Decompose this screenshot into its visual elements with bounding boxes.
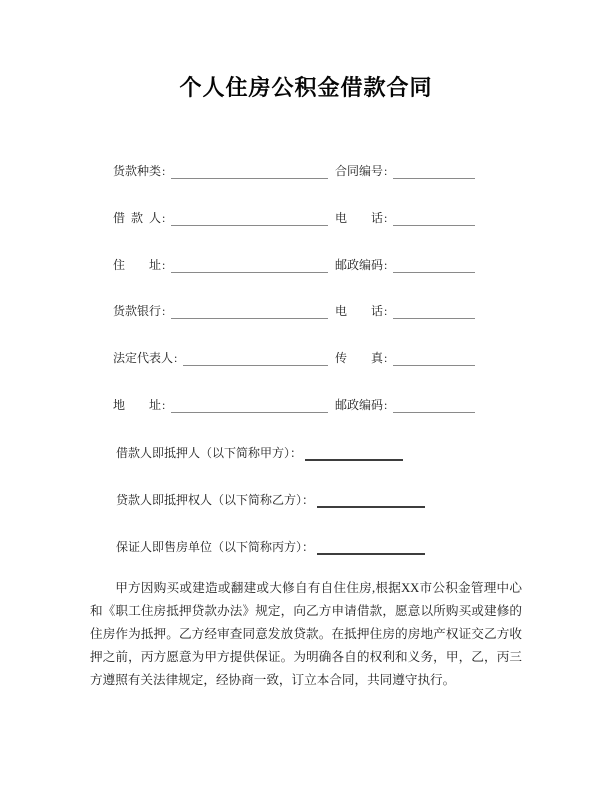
legal-representative-blank[interactable]: [183, 352, 328, 366]
form-row-borrower: [0, 211, 612, 226]
party-a-row: [116, 445, 586, 461]
borrower-address-blank[interactable]: [171, 259, 328, 273]
borrower-phone-blank[interactable]: [393, 212, 475, 226]
party-b-label: 贷款人即抵押权人（以下简称乙方）：: [116, 493, 315, 507]
borrower-address-field: [113, 258, 328, 273]
bank-address-label: 地 址: [113, 398, 161, 412]
colon: :: [384, 304, 388, 318]
borrower-postcode-field: [335, 258, 475, 273]
preamble-paragraph: 甲方因购买或建造或翻建或大修自有自住住房,根据XX市公积金管理中心和《职工住房抵押贷款办法》规定，向乙方申请借款，愿意以所购买或建修的住房作为抵押。乙方经审查同意发放贷款。在抵押住房的房地产权证交乙方收押之前，丙方愿意为甲方提供保证。为明确各自的权利和义务，甲，乙，丙三方遵照有关法律规定，经协商一致，订立本合同，共同遵守执行。: [90, 581, 522, 687]
legal-representative-field: [113, 351, 328, 366]
colon: :: [162, 398, 166, 412]
party-c-label: 保证人即售房单位（以下简称丙方）：: [116, 540, 315, 554]
form-row-bank-address: [0, 398, 612, 413]
fax-field: [335, 351, 475, 366]
colon: :: [162, 258, 166, 272]
form-row-borrower-address: [0, 258, 612, 273]
colon: :: [384, 398, 388, 412]
contract-number-blank[interactable]: [393, 165, 475, 179]
colon: :: [162, 164, 166, 178]
colon: :: [384, 211, 388, 225]
borrower-phone-label: 电 话: [335, 211, 383, 225]
lender-bank-label: 货款银行: [113, 304, 162, 318]
lender-bank-field: [113, 304, 328, 319]
bank-phone-field: [335, 304, 475, 319]
party-a-label: 借款人即抵押人（以下简称甲方）：: [116, 446, 303, 460]
bank-postcode-blank[interactable]: [393, 399, 475, 413]
form-row-loan-type: [0, 164, 612, 179]
colon: :: [174, 351, 178, 365]
colon: :: [384, 258, 388, 272]
bank-phone-blank[interactable]: [393, 305, 475, 319]
party-b-blank[interactable]: [317, 493, 425, 508]
colon: :: [162, 304, 166, 318]
borrower-label: 借 款 人: [113, 211, 161, 225]
borrower-field: [113, 211, 328, 226]
colon: :: [384, 164, 388, 178]
party-c-row: [116, 539, 586, 555]
bank-address-field: [113, 398, 328, 413]
loan-type-blank[interactable]: [171, 165, 328, 179]
borrower-address-label: 住 址: [113, 258, 161, 272]
borrower-postcode-blank[interactable]: [393, 259, 475, 273]
party-c-blank[interactable]: [317, 540, 425, 555]
lender-bank-blank[interactable]: [171, 305, 328, 319]
bank-address-blank[interactable]: [171, 399, 328, 413]
page-title: 个人住房公积金借款合同: [179, 75, 433, 100]
form-row-lender-bank: [0, 304, 612, 319]
borrower-phone-field: [335, 211, 475, 226]
colon: :: [384, 351, 388, 365]
bank-postcode-label: 邮政编码: [335, 398, 384, 412]
party-a-blank[interactable]: [305, 446, 403, 461]
fax-blank[interactable]: [393, 352, 475, 366]
borrower-blank[interactable]: [171, 212, 328, 226]
borrower-postcode-label: 邮政编码: [335, 258, 384, 272]
loan-type-field: [113, 164, 328, 179]
bank-postcode-field: [335, 398, 475, 413]
loan-type-label: 货款种类: [113, 164, 162, 178]
colon: :: [162, 211, 166, 225]
contract-number-label: 合同编号: [335, 164, 384, 178]
bank-phone-label: 电 话: [335, 304, 383, 318]
party-b-row: [116, 492, 586, 508]
contract-number-field: [335, 164, 475, 179]
legal-representative-label: 法定代表人: [113, 351, 174, 365]
form-row-legal-representative: [0, 351, 612, 366]
fax-label: 传 真: [335, 351, 383, 365]
